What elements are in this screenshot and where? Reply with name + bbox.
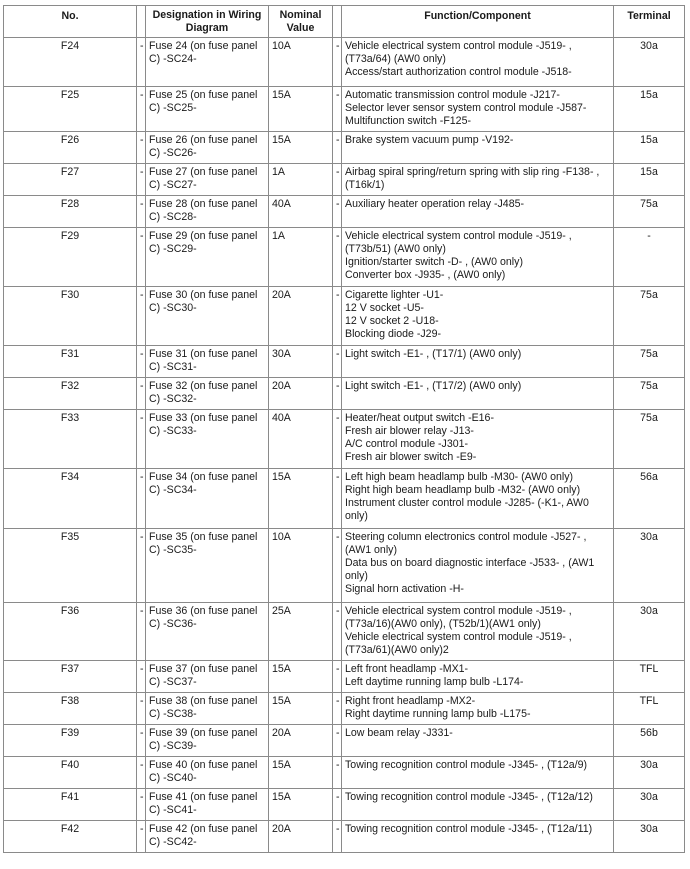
function-line: Left daytime running lamp bulb -L174- <box>345 675 524 688</box>
table-row <box>4 345 685 377</box>
separator-dash: - <box>333 409 342 468</box>
separator-dash: - <box>333 163 342 195</box>
terminal-value: 15a <box>614 163 685 195</box>
fuse-number: F42 <box>4 820 137 852</box>
fuse-designation: Fuse 30 (on fuse panel C) -SC30- <box>146 286 269 345</box>
nominal-value: 20A <box>269 286 333 345</box>
table-row <box>4 602 685 660</box>
fuse-number: F27 <box>4 163 137 195</box>
table-row <box>4 87 685 132</box>
table-row <box>4 788 685 820</box>
function-line: Signal horn activation -H- <box>345 583 464 596</box>
function-line: Cigarette lighter -U1- <box>345 288 444 301</box>
fuse-number: F39 <box>4 724 137 756</box>
table-row <box>4 660 685 692</box>
table-row <box>4 820 685 852</box>
function-line: Data bus on board diagnostic interface -J533- , (AW1 only) <box>345 557 595 583</box>
terminal-value: 30a <box>614 38 685 87</box>
function-line: Left high beam headlamp bulb -M30- (AW0 only) <box>345 470 574 483</box>
function-component <box>342 820 614 852</box>
terminal-value: 30a <box>614 756 685 788</box>
separator-dash: - <box>333 756 342 788</box>
table-row <box>4 468 685 528</box>
header-designation: Designation in Wiring Diagram <box>146 6 269 38</box>
separator-dash: - <box>137 163 146 195</box>
function-line: Fresh air blower switch -E9- <box>345 451 477 464</box>
separator-dash: - <box>333 131 342 163</box>
separator-dash: - <box>333 227 342 286</box>
table-body <box>4 38 685 853</box>
fuse-number: F24 <box>4 38 137 87</box>
terminal-value: TFL <box>614 692 685 724</box>
terminal-value: 75a <box>614 286 685 345</box>
function-component <box>342 38 614 87</box>
separator-dash: - <box>333 528 342 602</box>
table-row <box>4 163 685 195</box>
nominal-value: 10A <box>269 528 333 602</box>
table-row <box>4 409 685 468</box>
nominal-value: 15A <box>269 87 333 132</box>
header-spacer <box>333 6 342 38</box>
separator-dash: - <box>333 87 342 132</box>
separator-dash: - <box>137 602 146 660</box>
separator-dash: - <box>137 528 146 602</box>
table-header-row <box>4 6 685 38</box>
fuse-number: F26 <box>4 131 137 163</box>
separator-dash: - <box>137 724 146 756</box>
fuse-number: F40 <box>4 756 137 788</box>
fuse-designation: Fuse 26 (on fuse panel C) -SC26- <box>146 131 269 163</box>
function-component <box>342 409 614 468</box>
nominal-value: 1A <box>269 227 333 286</box>
separator-dash: - <box>137 345 146 377</box>
fuse-designation: Fuse 24 (on fuse panel C) -SC24- <box>146 38 269 87</box>
function-line: Right daytime running lamp bulb -L175- <box>345 707 531 720</box>
function-line: Blocking diode -J29- <box>345 328 441 341</box>
table-row <box>4 227 685 286</box>
function-line: Access/start authorization control module -J518- <box>345 66 572 79</box>
table-row <box>4 756 685 788</box>
nominal-value: 15A <box>269 756 333 788</box>
function-line: 12 V socket -U5- <box>345 301 424 314</box>
header-no: No. <box>4 6 137 38</box>
fuse-number: F38 <box>4 692 137 724</box>
function-component <box>342 131 614 163</box>
fuse-number: F33 <box>4 409 137 468</box>
fuse-number: F35 <box>4 528 137 602</box>
separator-dash: - <box>333 692 342 724</box>
table-row <box>4 377 685 409</box>
nominal-value: 20A <box>269 724 333 756</box>
nominal-value: 30A <box>269 345 333 377</box>
terminal-value: 15a <box>614 87 685 132</box>
table-row <box>4 286 685 345</box>
terminal-value: 75a <box>614 409 685 468</box>
nominal-value: 20A <box>269 377 333 409</box>
fuse-number: F28 <box>4 195 137 227</box>
function-line: Brake system vacuum pump -V192- <box>345 133 514 146</box>
function-line: A/C control module -J301- <box>345 438 469 451</box>
function-line: Automatic transmission control module -J217- <box>345 89 560 101</box>
terminal-value: 30a <box>614 820 685 852</box>
function-component <box>342 163 614 195</box>
separator-dash: - <box>137 409 146 468</box>
separator-dash: - <box>333 345 342 377</box>
separator-dash: - <box>137 660 146 692</box>
nominal-value: 1A <box>269 163 333 195</box>
function-component <box>342 286 614 345</box>
fuse-designation: Fuse 33 (on fuse panel C) -SC33- <box>146 409 269 468</box>
separator-dash: - <box>137 820 146 852</box>
separator-dash: - <box>333 286 342 345</box>
function-component <box>342 468 614 528</box>
function-line: Selector lever sensor system control module -J587- <box>345 102 587 115</box>
separator-dash: - <box>137 468 146 528</box>
function-line: Right front headlamp -MX2- <box>345 694 476 707</box>
function-line: Vehicle electrical system control module -J519- , (T73b/51) (AW0 only) <box>345 229 572 255</box>
function-component <box>342 227 614 286</box>
fuse-designation: Fuse 42 (on fuse panel C) -SC42- <box>146 820 269 852</box>
fuse-designation: Fuse 37 (on fuse panel C) -SC37- <box>146 660 269 692</box>
fuse-number: F31 <box>4 345 137 377</box>
separator-dash: - <box>333 602 342 660</box>
fuse-designation: Fuse 38 (on fuse panel C) -SC38- <box>146 692 269 724</box>
separator-dash: - <box>333 195 342 227</box>
fuse-designation: Fuse 25 (on fuse panel C) -SC25- <box>146 87 269 132</box>
function-line: Vehicle electrical system control module -J519- , (T73a/16)(AW0 only), (T52b/1)(AW1 only) <box>345 604 572 630</box>
function-line: Right high beam headlamp bulb -M32- (AW0 only) <box>345 483 581 496</box>
fuse-designation: Fuse 28 (on fuse panel C) -SC28- <box>146 195 269 227</box>
terminal-value: 75a <box>614 195 685 227</box>
table-row <box>4 38 685 87</box>
function-line: Vehicle electrical system control module -J519- , (T73a/64) (AW0 only) <box>345 40 572 66</box>
function-component <box>342 724 614 756</box>
header-terminal: Terminal <box>614 6 685 38</box>
nominal-value: 15A <box>269 660 333 692</box>
function-line: Towing recognition control module -J345- , (T12a/9) <box>345 758 588 771</box>
function-line: Towing recognition control module -J345- , (T12a/12) <box>345 790 593 803</box>
function-component <box>342 87 614 132</box>
fuse-designation: Fuse 34 (on fuse panel C) -SC34- <box>146 468 269 528</box>
separator-dash: - <box>137 227 146 286</box>
fuse-number: F32 <box>4 377 137 409</box>
header-function: Function/Component <box>342 6 614 38</box>
nominal-value: 15A <box>269 131 333 163</box>
table-row <box>4 528 685 602</box>
function-line: Steering column electronics control module -J527- , (AW1 only) <box>345 530 587 556</box>
separator-dash: - <box>137 788 146 820</box>
fuse-number: F34 <box>4 468 137 528</box>
fuse-designation: Fuse 39 (on fuse panel C) -SC39- <box>146 724 269 756</box>
fuse-number: F41 <box>4 788 137 820</box>
function-line: 12 V socket 2 -U18- <box>345 315 439 328</box>
nominal-value: 40A <box>269 195 333 227</box>
nominal-value: 10A <box>269 38 333 87</box>
function-line: Multifunction switch -F125- <box>345 115 471 128</box>
nominal-value: 15A <box>269 468 333 528</box>
separator-dash: - <box>333 820 342 852</box>
terminal-value: 30a <box>614 602 685 660</box>
nominal-value: 15A <box>269 788 333 820</box>
separator-dash: - <box>333 660 342 692</box>
terminal-value: 75a <box>614 345 685 377</box>
separator-dash: - <box>137 195 146 227</box>
fuse-number: F29 <box>4 227 137 286</box>
fuse-designation: Fuse 41 (on fuse panel C) -SC41- <box>146 788 269 820</box>
nominal-value: 15A <box>269 692 333 724</box>
separator-dash: - <box>333 468 342 528</box>
function-line: Vehicle electrical system control module -J519- , (T73a/61)(AW0 only)2 <box>345 631 572 657</box>
fuse-designation: Fuse 35 (on fuse panel C) -SC35- <box>146 528 269 602</box>
separator-dash: - <box>137 286 146 345</box>
function-component <box>342 345 614 377</box>
terminal-value: 75a <box>614 377 685 409</box>
fuse-table <box>3 5 685 853</box>
function-line: Fresh air blower relay -J13- <box>345 424 474 437</box>
function-component <box>342 788 614 820</box>
separator-dash: - <box>333 377 342 409</box>
function-line: Light switch -E1- , (T17/2) (AW0 only) <box>345 379 522 392</box>
table-row <box>4 692 685 724</box>
separator-dash: - <box>333 788 342 820</box>
terminal-value: 56b <box>614 724 685 756</box>
separator-dash: - <box>137 87 146 132</box>
separator-dash: - <box>137 377 146 409</box>
fuse-designation: Fuse 31 (on fuse panel C) -SC31- <box>146 345 269 377</box>
fuse-designation: Fuse 32 (on fuse panel C) -SC32- <box>146 377 269 409</box>
nominal-value: 40A <box>269 409 333 468</box>
nominal-value: 20A <box>269 820 333 852</box>
terminal-value: 30a <box>614 528 685 602</box>
function-line: Low beam relay -J331- <box>345 726 453 739</box>
table-row <box>4 195 685 227</box>
separator-dash: - <box>333 38 342 87</box>
function-line: Towing recognition control module -J345- , (T12a/11) <box>345 822 593 835</box>
terminal-value: TFL <box>614 660 685 692</box>
terminal-value: - <box>614 227 685 286</box>
terminal-value: 30a <box>614 788 685 820</box>
separator-dash: - <box>137 131 146 163</box>
function-line: Ignition/starter switch -D- , (AW0 only) <box>345 256 523 269</box>
fuse-designation: Fuse 40 (on fuse panel C) -SC40- <box>146 756 269 788</box>
fuse-designation: Fuse 36 (on fuse panel C) -SC36- <box>146 602 269 660</box>
fuse-number: F36 <box>4 602 137 660</box>
function-component <box>342 756 614 788</box>
header-spacer <box>137 6 146 38</box>
header-nominal-value: Nominal Value <box>269 6 333 38</box>
function-line: Heater/heat output switch -E16- <box>345 411 494 424</box>
separator-dash: - <box>137 756 146 788</box>
function-component <box>342 528 614 602</box>
fuse-designation: Fuse 27 (on fuse panel C) -SC27- <box>146 163 269 195</box>
function-line: Converter box -J935- , (AW0 only) <box>345 269 506 282</box>
separator-dash: - <box>137 692 146 724</box>
function-component <box>342 602 614 660</box>
function-component <box>342 692 614 724</box>
function-line: Airbag spiral spring/return spring with slip ring -F138- , (T16k/1) <box>345 165 600 191</box>
fuse-number: F25 <box>4 87 137 132</box>
fuse-designation: Fuse 29 (on fuse panel C) -SC29- <box>146 227 269 286</box>
function-line: Light switch -E1- , (T17/1) (AW0 only) <box>345 347 522 360</box>
function-component <box>342 660 614 692</box>
terminal-value: 56a <box>614 468 685 528</box>
fuse-number: F30 <box>4 286 137 345</box>
nominal-value: 25A <box>269 602 333 660</box>
function-component <box>342 195 614 227</box>
function-component <box>342 377 614 409</box>
table-row <box>4 724 685 756</box>
function-line: Instrument cluster control module -J285- (-K1-, AW0 only) <box>345 497 589 523</box>
function-line: Auxiliary heater operation relay -J485- <box>345 197 525 210</box>
terminal-value: 15a <box>614 131 685 163</box>
function-line: Left front headlamp -MX1- <box>345 662 469 675</box>
table-row <box>4 131 685 163</box>
separator-dash: - <box>137 38 146 87</box>
fuse-number: F37 <box>4 660 137 692</box>
separator-dash: - <box>333 724 342 756</box>
